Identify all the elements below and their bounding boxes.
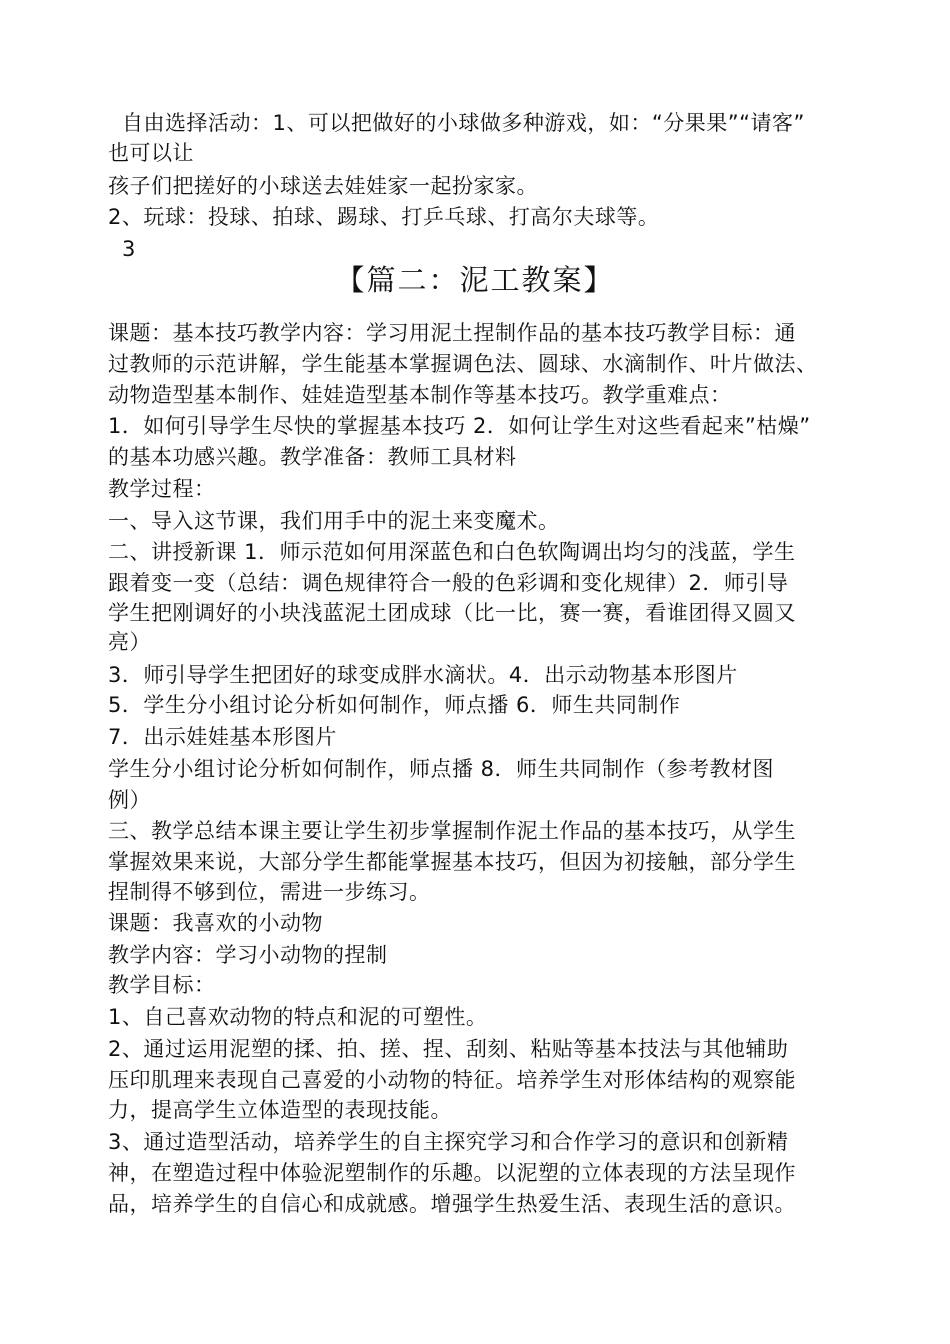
text-line: 压印肌理来表现自己喜爱的小动物的特征。培养学生对形体结构的观察能 (108, 1068, 796, 1092)
text-line: 5．学生分小组讨论分析如何制作，师点播 6．师生共同制作 (108, 693, 681, 717)
text-line: 孩子们把搓好的小球送去娃娃家一起扮家家。 (108, 174, 538, 198)
text-line: 力，提高学生立体造型的表现技能。 (108, 1098, 452, 1122)
text-line: 动物造型基本制作、娃娃造型基本制作等基本技巧。教学重难点： (108, 383, 732, 407)
section-title: 【篇二：泥工教案】 (335, 263, 615, 297)
text-line: 教学目标： (108, 973, 216, 997)
text-line: 神，在塑造过程中体验泥塑制作的乐趣。以泥塑的立体表现的方法呈现作 (108, 1161, 796, 1185)
text-line: 品，培养学生的自信心和成就感。增强学生热爱生活、表现生活的意识。 (108, 1192, 796, 1216)
text-line: 教学内容：学习小动物的捏制 (108, 943, 388, 967)
text-line: 2、通过运用泥塑的揉、拍、搓、捏、刮刻、粘贴等基本技法与其他辅助 (108, 1037, 789, 1061)
text-line: 学生分小组讨论分析如何制作，师点播 8．师生共同制作（参考教材图 (108, 757, 775, 781)
text-line: 跟着变一变（总结：调色规律符合一般的色彩调和变化规律）2．师引导 (108, 571, 789, 595)
text-line: 三、教学总结本课主要让学生初步掌握制作泥土作品的基本技巧，从学生 (108, 819, 796, 843)
text-line: 也可以让 (108, 141, 194, 165)
text-line: 课题：我喜欢的小动物 (108, 911, 323, 935)
text-line: 3、通过造型活动，培养学生的自主探究学习和合作学习的意识和创新精 (108, 1130, 789, 1154)
text-line: 捏制得不够到位，需进一步练习。 (108, 880, 431, 904)
text-line: 教学过程： (108, 477, 216, 501)
text-line: 一、导入这节课，我们用手中的泥土来变魔术。 (108, 509, 560, 533)
page-number: 3 (122, 237, 136, 261)
text-line: 掌握效果来说，大部分学生都能掌握基本技巧，但因为初接触，部分学生 (108, 850, 796, 874)
text-line: 亮） (108, 630, 151, 654)
text-line: 1、自己喜欢动物的特点和泥的可塑性。 (108, 1005, 488, 1029)
text-line: 7．出示娃娃基本形图片 (108, 725, 337, 749)
text-line: 例） (108, 788, 151, 812)
text-line: 课题：基本技巧教学内容：学习用泥土捏制作品的基本技巧教学目标：通 (108, 321, 796, 345)
text-line: 二、讲授新课 1．师示范如何用深蓝色和白色软陶调出均匀的浅蓝，学生 (108, 540, 796, 564)
text-line: 2、玩球：投球、拍球、踢球、打乒乓球、打高尔夫球等。 (108, 205, 660, 229)
text-line: 的基本功感兴趣。教学准备：教师工具材料 (108, 445, 517, 469)
text-line: 学生把刚调好的小块浅蓝泥土团成球（比一比，赛一赛，看谁团得又圆又 (108, 601, 796, 625)
text-line: 自由选择活动：1、可以把做好的小球做多种游戏，如：“分果果”“请客” (122, 111, 805, 135)
text-line: 1．如何引导学生尽快的掌握基本技巧 2．如何让学生对这些看起来”枯燥” (108, 414, 811, 438)
text-line: 3．师引导学生把团好的球变成胖水滴状。4．出示动物基本形图片 (108, 663, 738, 687)
text-line: 过教师的示范讲解，学生能基本掌握调色法、圆球、水滴制作、叶片做法、 (108, 352, 818, 376)
